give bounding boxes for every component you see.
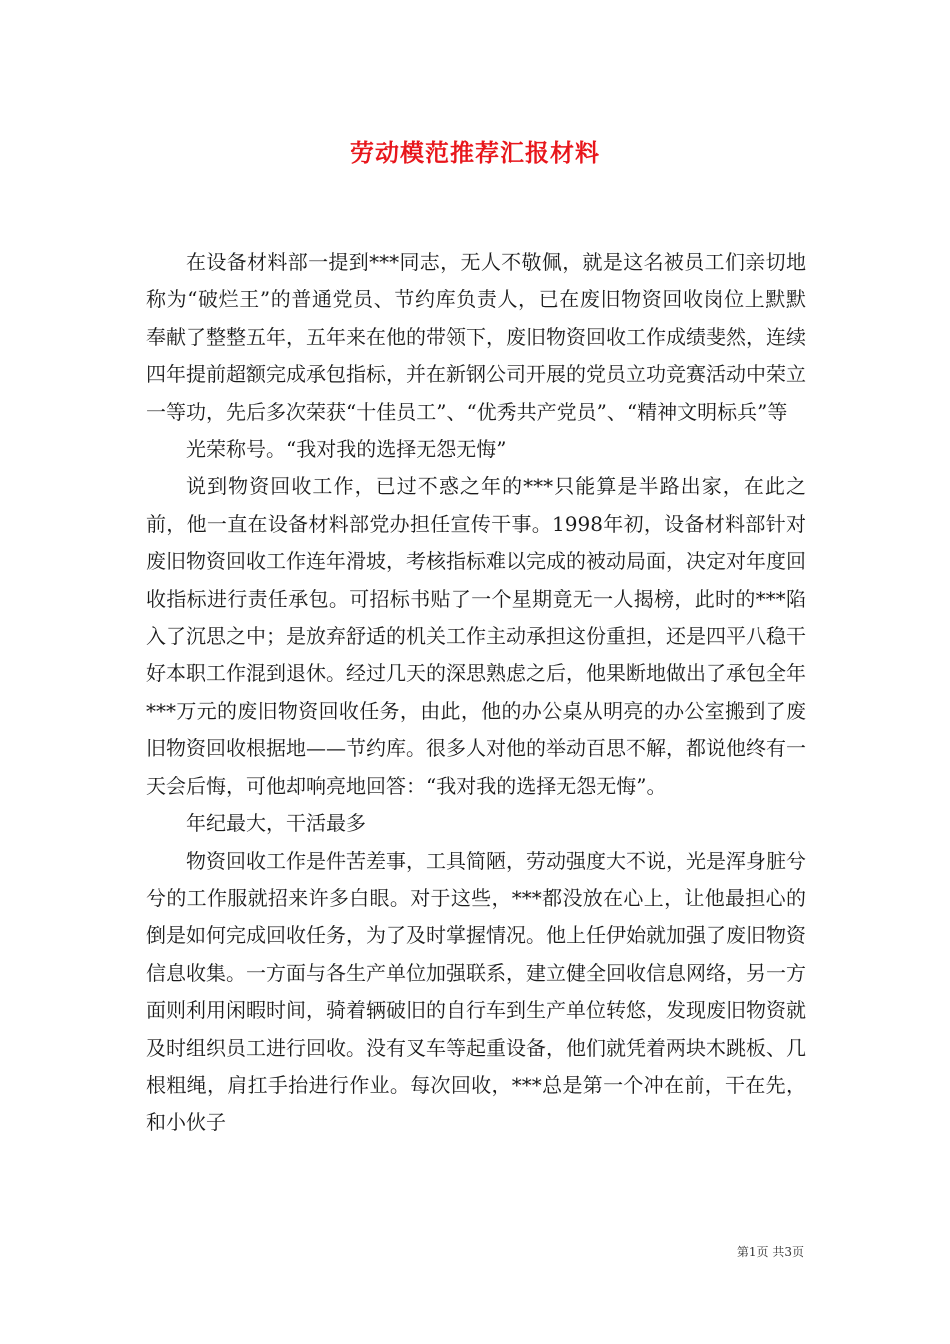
document-body <box>146 244 806 1142</box>
page-title: 劳动模范推荐汇报材料 <box>350 138 600 167</box>
paragraph: 物资回收工作是件苦差事，工具简陋，劳动强度大不说，光是浑身脏兮兮的工作服就招来许多白眼。对于这些，***都没放在心上，让他最担心的倒是如何完成回收任务，为了及时掌握情况。他上任伊始就加强了废旧物资信息收集。一方面与各生产单位加强联系，建立健全回收信息网络，另一方面则利用闲暇时间，骑着辆破旧的自行车到生产单位转悠，发现废旧物资就及时组织员工进行回收。没有叉车等起重设备，他们就凭着两块木跳板、几根粗绳，肩扛手抬进行作业。每次回收，***总是第一个冲在前，干在先，和小伙子 <box>146 848 806 1135</box>
paragraph: 说到物资回收工作，已过不惑之年的***只能算是半路出家，在此之前，他一直在设备材料部党办担任宣传干事。1998年初，设备材料部针对废旧物资回收工作连年滑坡，考核指标难以完成的被动局面，决定对年度回收指标进行责任承包。可招标书贴了一个星期竟无一人揭榜，此时的***陷入了沉思之中；是放弃舒适的机关工作主动承担这份重担，还是四平八稳干好本职工作混到退休。经过几天的深思熟虑之后，他果断地做出了承包全年***万元的废旧物资回收任务，由此，他的办公桌从明亮的办公室搬到了废旧物资回收根据地——节约库。很多人对他的举动百思不解，都说他终有一天会后悔，可他却响亮地回答：“我对我的选择无怨无悔”。 <box>146 474 806 798</box>
paragraph: 光荣称号。“我对我的选择无怨无悔” <box>186 437 507 462</box>
page-number: 第1页 共3页 <box>736 1245 804 1259</box>
paragraph: 在设备材料部一提到***同志，无人不敬佩，就是这名被员工们亲切地称为“破烂王”的普通党员、节约库负责人，已在废旧物资回收岗位上默默奉献了整整五年，五年来在他的带领下，废旧物资回收工作成绩斐然，连续四年提前超额完成承包指标，并在新钢公司开展的党员立功竞赛活动中荣立一等功，先后多次荣获“十佳员工”、“优秀共产党员”、“精神文明标兵”等 <box>146 250 806 424</box>
section-heading: 年纪最大，干活最多 <box>186 811 366 836</box>
